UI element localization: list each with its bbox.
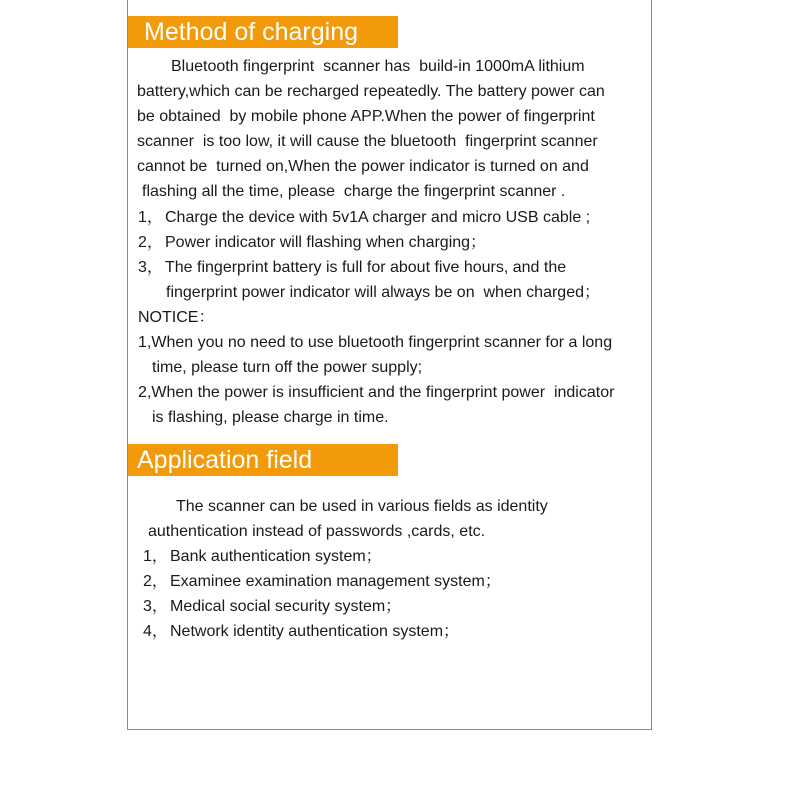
step-number: 1， xyxy=(138,209,163,226)
notice-text: 1,When you no need to use bluetooth fingerprint scanner for a long xyxy=(138,334,613,351)
paragraph-line: cannot be turned on,When the power indicator is turned on and xyxy=(137,158,589,175)
step-number: 3， xyxy=(138,259,163,276)
step-text-continued: fingerprint power indicator will always be on when charged； xyxy=(166,284,601,301)
step-number: 2， xyxy=(138,234,163,251)
section-header-charging: Method of charging xyxy=(128,16,398,48)
paragraph-line: authentication instead of passwords ,cards, etc. xyxy=(148,523,486,540)
paragraph-line: Bluetooth fingerprint scanner has build-in 1000mA lithium xyxy=(171,58,585,75)
list-item: Network identity authentication system； xyxy=(170,623,460,640)
notice-text-continued: is flashing, please charge in time. xyxy=(152,409,389,426)
paragraph-line: scanner is too low, it will cause the bluetooth fingerprint scanner xyxy=(137,133,598,150)
list-number: 4， xyxy=(143,623,168,640)
step-text: Charge the device with 5v1A charger and micro USB cable ; xyxy=(165,209,591,226)
step-text: The fingerprint battery is full for about five hours, and the xyxy=(165,259,567,276)
notice-text-continued: time, please turn off the power supply; xyxy=(152,359,423,376)
list-number: 3， xyxy=(143,598,168,615)
list-number: 2， xyxy=(143,573,168,590)
list-number: 1， xyxy=(143,548,168,565)
paragraph-line: flashing all the time, please charge the fingerprint scanner . xyxy=(142,183,566,200)
step-text: Power indicator will flashing when charging； xyxy=(165,234,487,251)
list-item: Bank authentication system； xyxy=(170,548,382,565)
section-header-application: Application field xyxy=(128,444,398,476)
paragraph-line: The scanner can be used in various fields as identity xyxy=(176,498,548,515)
list-item: Examinee examination management system； xyxy=(170,573,501,590)
paragraph-line: battery,which can be recharged repeatedly. The battery power can xyxy=(137,83,605,100)
notice-text: 2,When the power is insufficient and the fingerprint power indicator xyxy=(138,384,615,401)
paragraph-line: be obtained by mobile phone APP.When the power of fingerprint xyxy=(137,108,595,125)
list-item: Medical social security system； xyxy=(170,598,402,615)
notice-label: NOTICE： xyxy=(138,309,215,326)
